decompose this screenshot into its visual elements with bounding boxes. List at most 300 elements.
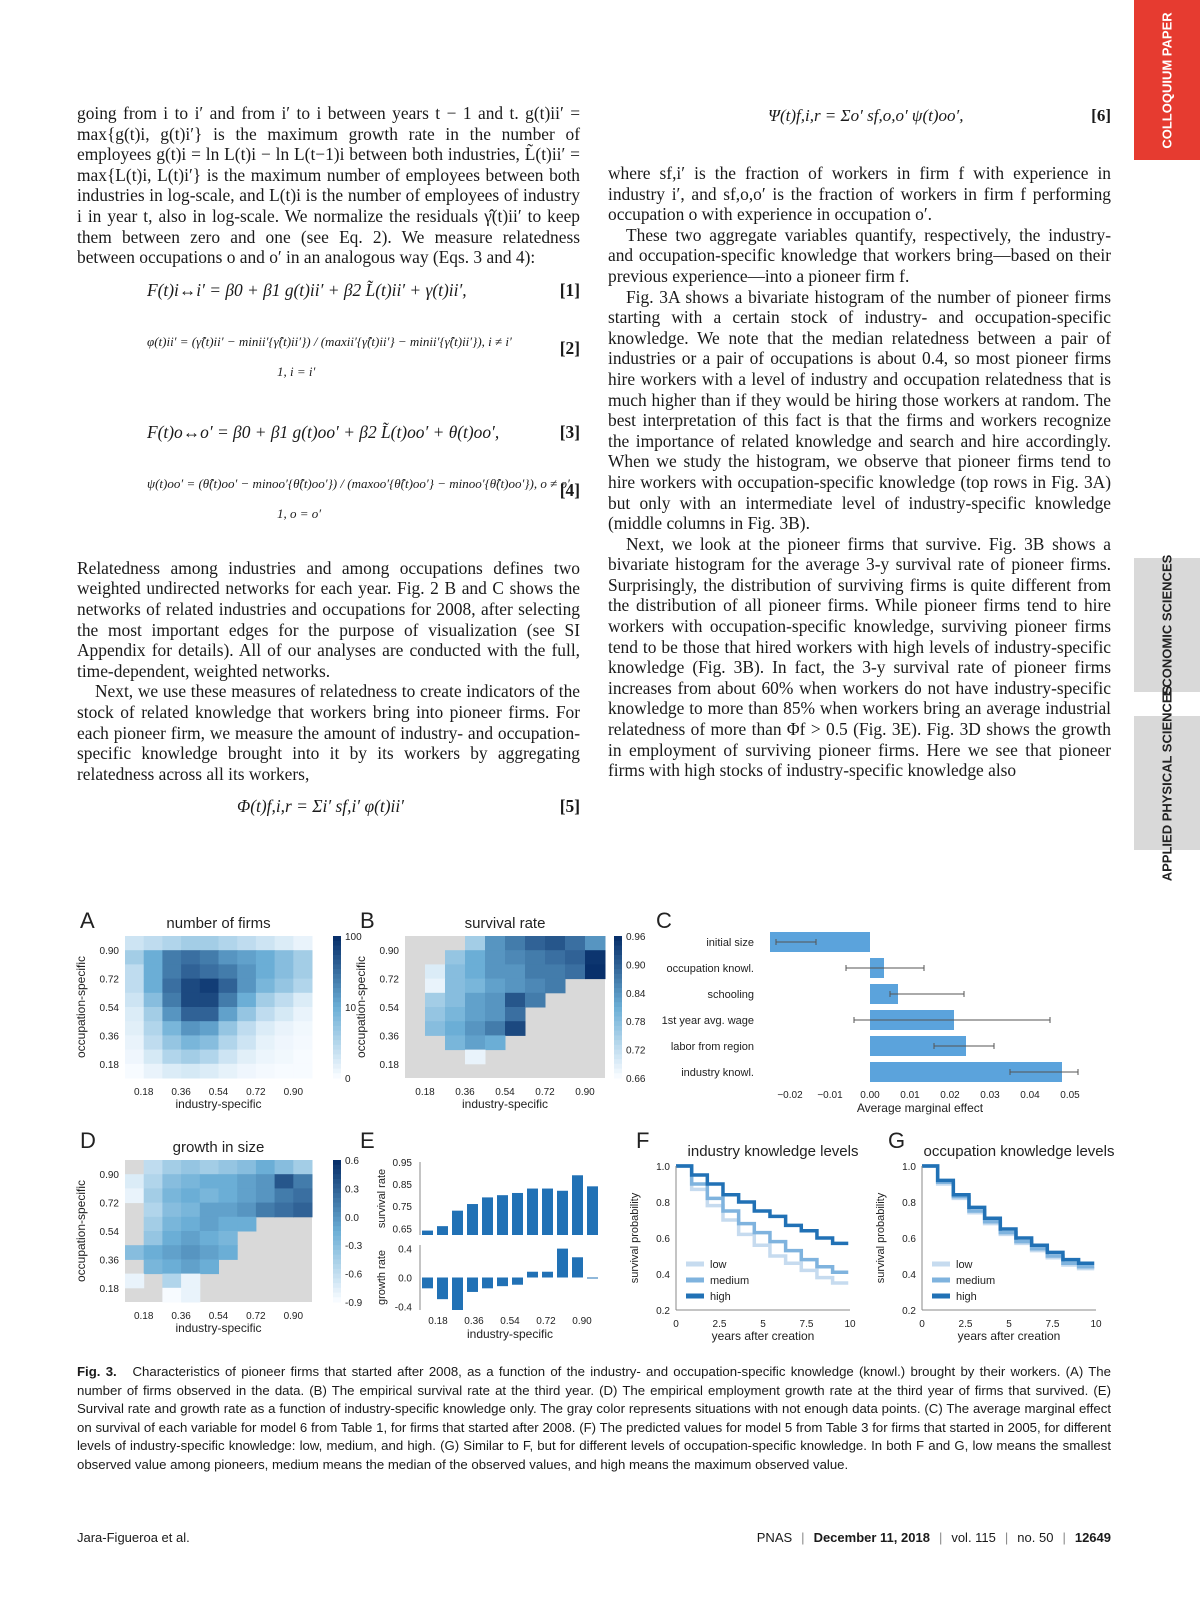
- panel-e-survival-ytick: 0.65: [392, 1224, 412, 1236]
- heatmap-d-cell: [181, 1259, 200, 1274]
- heatmap-a-cell: [275, 1021, 294, 1036]
- heatmap-a-cell: [181, 993, 200, 1008]
- panel-d-ytick: 0.90: [99, 1170, 119, 1182]
- heatmap-b-cell: [445, 1007, 466, 1022]
- panel-d-xtick: 0.90: [283, 1311, 304, 1322]
- heatmap-a-cell: [144, 979, 163, 994]
- left-text-column: [77, 103, 580, 832]
- heatmap-a-cell: [162, 950, 181, 965]
- heatmap-b-cell: [465, 979, 486, 994]
- legend-g-label: medium: [956, 1275, 996, 1287]
- heatmap-d-cell: [200, 1231, 219, 1246]
- colorbar-d-step: [333, 1179, 341, 1184]
- panel-e-xtick: 0.36: [464, 1316, 484, 1327]
- colorbar-d-step: [333, 1278, 341, 1283]
- colloquium-paper-label: COLLOQUIUM PAPER: [1159, 11, 1175, 149]
- economic-sciences-label: ECONOMIC SCIENCES: [1159, 554, 1175, 696]
- bar-label-c-2: schooling: [707, 989, 754, 1001]
- bar-e-growth: [527, 1272, 538, 1278]
- heatmap-b-background: [405, 936, 605, 1078]
- heatmap-d-cell: [200, 1174, 219, 1189]
- heatmap-a-cell: [144, 1021, 163, 1036]
- heatmap-a-cell: [200, 993, 219, 1008]
- colorbar-b-step: [614, 1026, 622, 1031]
- colorbar-a-step: [333, 1035, 341, 1040]
- panel-b-ylabel: occupation-specific: [354, 955, 368, 1059]
- heatmap-d-cell: [162, 1174, 181, 1189]
- colorbar-b-step: [614, 974, 622, 979]
- colorbar-d-tick: -0.9: [345, 1298, 363, 1309]
- heatmap-a-cell: [162, 1007, 181, 1022]
- heatmap-d-cell: [181, 1160, 200, 1175]
- heatmap-a-cell: [144, 1035, 163, 1050]
- heatmap-d-cell: [181, 1274, 200, 1289]
- colorbar-d-step: [333, 1259, 341, 1264]
- heatmap-b-cell: [465, 1050, 486, 1065]
- bar-e-growth: [587, 1278, 598, 1279]
- heatmap-b-cell: [525, 950, 546, 965]
- heatmap-d-cell: [237, 1217, 256, 1232]
- panel-a-ylabel: occupation-specific: [74, 955, 88, 1059]
- colorbar-a-step: [333, 945, 341, 950]
- heatmap-a-cell: [293, 1035, 312, 1050]
- colorbar-b-step: [614, 1021, 622, 1026]
- panel-d-xtick: 0.54: [208, 1311, 229, 1322]
- equation-2: [77, 332, 580, 410]
- heatmap-d-cell: [181, 1203, 200, 1218]
- heatmap-d-cell: [144, 1245, 163, 1260]
- heatmap-a-cell: [219, 936, 238, 951]
- bar-e-growth: [542, 1272, 553, 1278]
- colorbar-d-step: [333, 1250, 341, 1255]
- panel-d-ytick: 0.72: [99, 1198, 119, 1210]
- heatmap-d-cell: [275, 1160, 294, 1175]
- heatmap-a-cell: [275, 1035, 294, 1050]
- heatmap-d-cell: [237, 1203, 256, 1218]
- colorbar-b-step: [614, 1054, 622, 1059]
- heatmap-a-cell: [125, 979, 144, 994]
- bar-e-survival: [497, 1195, 508, 1235]
- heatmap-b-cell: [425, 979, 446, 994]
- panel-g-title: occupation knowledge levels: [923, 1143, 1115, 1160]
- heatmap-b-cell: [545, 964, 566, 979]
- panel-a-ytick: 0.18: [99, 1059, 119, 1071]
- heatmap-b-cell: [505, 1021, 526, 1036]
- panel-g-xtick: 0: [919, 1319, 925, 1330]
- colorbar-a-step: [333, 1064, 341, 1069]
- equation-3-body: F(t)o↔o′ = β0 + β1 g(t)oo′ + β2 L̃(t)oo′ + θ(t)oo′,: [147, 421, 500, 442]
- panel-f-xtick: 2.5: [712, 1319, 727, 1330]
- colorbar-b-step: [614, 950, 622, 955]
- heatmap-d-background: [125, 1160, 312, 1302]
- colorbar-d-step: [333, 1288, 341, 1293]
- colorbar-d-step: [333, 1269, 341, 1274]
- colorbar-a-step: [333, 1031, 341, 1036]
- heatmap-a-cell: [200, 979, 219, 994]
- panel-a-ytick: 0.54: [99, 1003, 119, 1014]
- heatmap-a-cell: [256, 936, 275, 951]
- colorbar-a-step: [333, 964, 341, 969]
- bar-e-growth: [452, 1278, 463, 1311]
- colorbar-b-step: [614, 1016, 622, 1021]
- heatmap-a-cell: [219, 993, 238, 1008]
- heatmap-a-cell: [219, 964, 238, 979]
- heatmap-d-cell: [125, 1188, 144, 1203]
- heatmap-a-cell: [125, 1050, 144, 1065]
- heatmap-b-cell: [425, 964, 446, 979]
- panel-b-ytick: 0.54: [379, 1003, 399, 1014]
- right-paragraph-1: where sf,i′ is the fraction of workers in firm f with experience in industry i′, and sf,o,o′ is the fraction of workers in firm f performing occupation o with experience in occupation o′.: [608, 163, 1111, 225]
- colorbar-d-step: [333, 1236, 341, 1241]
- heatmap-a-cell: [256, 950, 275, 965]
- panel-f-xtick: 10: [844, 1319, 856, 1330]
- colorbar-d-tick: 0.0: [345, 1212, 359, 1224]
- heatmap-a-cell: [181, 1007, 200, 1022]
- panel-b-title: survival rate: [464, 915, 546, 932]
- panel-d-title: growth in size: [172, 1139, 265, 1156]
- heatmap-b-cell: [485, 964, 506, 979]
- heatmap-d-cell: [219, 1245, 238, 1260]
- heatmap-d-cell: [275, 1203, 294, 1218]
- colorbar-b-step: [614, 1073, 622, 1078]
- colorbar-a-step: [333, 1002, 341, 1007]
- heatmap-b-cell: [485, 1035, 506, 1050]
- applied-physical-sciences-tab: [1134, 685, 1200, 881]
- colorbar-b-step: [614, 1059, 622, 1064]
- bar-c-2: [870, 984, 898, 1004]
- equation-2-bottom: 1, i = i′: [277, 363, 316, 379]
- panel-b-xtick: 0.90: [575, 1087, 595, 1098]
- heatmap-d-cell: [275, 1174, 294, 1189]
- colorbar-b-step: [614, 1002, 622, 1007]
- heatmap-a-cell: [125, 950, 144, 965]
- panel-e-survival-ytick: 0.95: [392, 1158, 412, 1169]
- panel-g-ytick: 0.8: [902, 1198, 916, 1209]
- heatmap-d-cell: [200, 1259, 219, 1274]
- bar-e-survival: [422, 1231, 433, 1235]
- legend-f-label: medium: [710, 1275, 750, 1287]
- heatmap-a-cell: [293, 1050, 312, 1065]
- heatmap-a-cell: [293, 964, 312, 979]
- heatmap-d-cell: [200, 1217, 219, 1232]
- heatmap-a-cell: [162, 1050, 181, 1065]
- colorbar-b-step: [614, 998, 622, 1003]
- panel-c-xtick: −0.02: [777, 1090, 803, 1101]
- panel-g-xtick: 7.5: [1045, 1319, 1060, 1330]
- colorbar-b-tick: 0.90: [626, 960, 646, 972]
- heatmap-a-cell: [293, 1007, 312, 1022]
- colorbar-d-tick: 0.6: [345, 1156, 359, 1167]
- panel-e-xtick: 0.18: [428, 1316, 448, 1327]
- heatmap-a-cell: [162, 1064, 181, 1079]
- colorbar-d-step: [333, 1222, 341, 1227]
- heatmap-a-cell: [144, 1007, 163, 1022]
- panel-d-ytick: 0.36: [99, 1255, 119, 1267]
- heatmap-a-cell: [237, 1050, 256, 1065]
- colorbar-d-tick: -0.6: [345, 1269, 363, 1281]
- equation-6: [608, 100, 1111, 150]
- heatmap-a-cell: [181, 950, 200, 965]
- panel-f-title: industry knowledge levels: [687, 1143, 859, 1160]
- heatmap-d-cell: [181, 1231, 200, 1246]
- heatmap-b-cell: [465, 1021, 486, 1036]
- panel-e-growth-ylabel: growth rate: [376, 1249, 388, 1306]
- heatmap-d-cell: [219, 1188, 238, 1203]
- bar-e-growth: [422, 1278, 433, 1289]
- colorbar-d-step: [333, 1198, 341, 1203]
- panel-letter-e: E: [360, 1128, 375, 1153]
- heatmap-a-cell: [125, 1021, 144, 1036]
- colorbar-a-step: [333, 936, 341, 941]
- colorbar-d-step: [333, 1226, 341, 1231]
- panel-f-xtick: 7.5: [799, 1319, 814, 1330]
- colorbar-a-step: [333, 979, 341, 984]
- colorbar-d-step: [333, 1264, 341, 1269]
- heatmap-a-cell: [125, 936, 144, 951]
- heatmap-a-cell: [293, 993, 312, 1008]
- heatmap-b-cell: [505, 950, 526, 965]
- heatmap-a-cell: [144, 936, 163, 951]
- heatmap-b-cell: [525, 993, 546, 1008]
- heatmap-d-cell: [293, 1160, 312, 1175]
- heatmap-d-cell: [237, 1188, 256, 1203]
- panel-a-xlabel: industry-specific: [175, 1097, 262, 1111]
- left-paragraph-1: going from i to i′ and from i′ to i between years t − 1 and t. g(t)ii′ = max{g(t)i, g(t)i′} is the maximum growth rate in the number of employees g(t)i = ln L(t)i − ln L(t−1)i between both industries, L̃(t)ii′ = max{L(t)i, L(t)i′} is the maximum number of employees between both industries in log-scale, and L(t)i is the number of employees of industry i in year t, also in log-scale. We normalize the residuals γ̂(t)ii′ to keep them between zero and one (see Eq. 2). We measure relatedness between occupations o and o′ in an analogous way (Eqs. 3 and 4):: [77, 103, 580, 268]
- heatmap-d-cell: [144, 1231, 163, 1246]
- colorbar-a-step: [333, 993, 341, 998]
- bar-e-survival: [467, 1204, 478, 1235]
- heatmap-d-cell: [256, 1174, 275, 1189]
- heatmap-a-cell: [256, 1064, 275, 1079]
- heatmap-b-cell: [505, 1007, 526, 1022]
- heatmap-a-cell: [275, 979, 294, 994]
- panel-g-ytick: 0.2: [902, 1306, 916, 1317]
- heatmap-d-cell: [144, 1259, 163, 1274]
- legend-g-label: low: [956, 1259, 973, 1271]
- panel-c-xtick: 0.03: [980, 1090, 1000, 1101]
- heatmap-d-cell: [125, 1274, 144, 1289]
- panel-b-xlabel: industry-specific: [461, 1097, 549, 1111]
- heatmap-b-cell: [445, 950, 466, 965]
- panel-e-survival-ylabel: survival rate: [376, 1168, 388, 1229]
- heatmap-a-cell: [256, 1007, 275, 1022]
- colorbar-d-step: [333, 1160, 341, 1165]
- colorbar-b-step: [614, 1069, 622, 1074]
- colorbar-b-step: [614, 1035, 622, 1040]
- heatmap-a-cell: [275, 1064, 294, 1079]
- heatmap-b-cell: [465, 993, 486, 1008]
- heatmap-a-cell: [162, 936, 181, 951]
- bar-e-survival: [452, 1211, 463, 1235]
- heatmap-a-cell: [219, 1035, 238, 1050]
- heatmap-d-cell: [162, 1274, 181, 1289]
- panel-letter-c: C: [656, 908, 672, 933]
- colorbar-b-step: [614, 1007, 622, 1012]
- right-paragraph-3: Fig. 3A shows a bivariate histogram of the number of pioneer firms starting with a certain stock of industry- and occupation-specific knowledge. We note that the median relatedness between a pair of industries or a pair of occupations is about 0.4, so most pioneer firms hire workers with a level of industry and occupation relatedness that is much higher than if they would be hiring those workers at random. The best interpretation of this fact is that the firms and workers recognize the importance of related knowledge and search and hire accordingly. When we study the histogram, we observe that pioneer firms tend to hire workers with occupation-specific knowledge (top rows in Fig. 3A) but only with an intermediate level of industry-specific knowledge (middle columns in Fig. 3B).: [608, 286, 1111, 534]
- equation-4-bottom: 1, o = o′: [277, 505, 322, 521]
- colorbar-d-tick: 0.3: [345, 1184, 359, 1196]
- colorbar-b-step: [614, 1064, 622, 1069]
- panel-d-xtick: 0.36: [171, 1311, 191, 1322]
- colorbar-b-step: [614, 964, 622, 969]
- colorbar-a-tick: 10: [345, 1003, 357, 1014]
- colorbar-a-step: [333, 1012, 341, 1017]
- equation-1-number: [1]: [559, 279, 580, 300]
- heatmap-d-cell: [256, 1188, 275, 1203]
- heatmap-d-cell: [219, 1231, 238, 1246]
- panel-e-growth-ytick: 0.0: [398, 1273, 412, 1285]
- panel-c-xlabel: Average marginal effect: [856, 1101, 984, 1115]
- colorbar-a-step: [333, 983, 341, 988]
- heatmap-b-cell: [565, 950, 586, 965]
- panel-e-survival-ytick: 0.75: [392, 1202, 412, 1214]
- colorbar-d-tick: -0.3: [345, 1241, 363, 1253]
- heatmap-a-cell: [162, 993, 181, 1008]
- panel-a-title: number of firms: [166, 915, 271, 932]
- heatmap-d-cell: [181, 1245, 200, 1260]
- heatmap-d-cell: [181, 1188, 200, 1203]
- heatmap-a-cell: [125, 1007, 144, 1022]
- heatmap-b-cell: [505, 964, 526, 979]
- heatmap-a-cell: [256, 993, 275, 1008]
- equation-4-top: ψ(t)oo′ = (θ̂(t)oo′ − minoo′{θ̂(t)oo′}) / (maxoo′{θ̂(t)oo′} − minoo′{θ̂(t)oo′}), o ≠ o′: [147, 475, 570, 491]
- heatmap-d-cell: [200, 1203, 219, 1218]
- bar-e-growth: [512, 1278, 523, 1285]
- colorbar-a-step: [333, 1007, 341, 1012]
- colorbar-a-tick: 0: [345, 1074, 351, 1085]
- equation-5-number: [5]: [559, 796, 580, 817]
- heatmap-a-cell: [125, 1064, 144, 1079]
- heatmap-a-cell: [162, 964, 181, 979]
- panel-g-xtick: 10: [1090, 1319, 1102, 1330]
- colorbar-a-step: [333, 955, 341, 960]
- heatmap-b-cell: [525, 936, 546, 951]
- heatmap-a-cell: [237, 936, 256, 951]
- panel-b-ytick: 0.72: [379, 974, 399, 986]
- panel-f-ylabel: survival probability: [629, 1192, 641, 1284]
- heatmap-d-cell: [162, 1217, 181, 1232]
- panel-b-ytick: 0.90: [379, 946, 399, 958]
- heatmap-a-cell: [181, 936, 200, 951]
- panel-b-xtick: 0.36: [455, 1087, 475, 1098]
- panel-b-xtick: 0.72: [535, 1087, 555, 1098]
- heatmap-b-cell: [465, 1007, 486, 1022]
- panel-f-xlabel: years after creation: [711, 1329, 815, 1343]
- heatmap-a-cell: [293, 1021, 312, 1036]
- panel-letter-d: D: [80, 1128, 96, 1153]
- colorbar-b-step: [614, 960, 622, 965]
- heatmap-d-cell: [144, 1160, 163, 1175]
- heatmap-b-cell: [485, 950, 506, 965]
- heatmap-d-cell: [125, 1174, 144, 1189]
- heatmap-a-cell: [256, 1035, 275, 1050]
- heatmap-a-cell: [200, 1050, 219, 1065]
- heatmap-b-cell: [485, 979, 506, 994]
- colorbar-b-step: [614, 1045, 622, 1050]
- bar-e-survival: [572, 1175, 583, 1235]
- heatmap-b-cell: [485, 1021, 506, 1036]
- heatmap-a-cell: [237, 1007, 256, 1022]
- heatmap-b-cell: [525, 979, 546, 994]
- heatmap-a-cell: [237, 993, 256, 1008]
- bar-c-4: [870, 1036, 966, 1056]
- colorbar-d-step: [333, 1245, 341, 1250]
- heatmap-a-cell: [275, 950, 294, 965]
- panel-f-ytick: 0.4: [656, 1270, 670, 1281]
- colorbar-b-step: [614, 983, 622, 988]
- heatmap-a-cell: [181, 1064, 200, 1079]
- colorbar-a-step: [333, 1021, 341, 1026]
- panel-c-xtick: 0.00: [860, 1090, 880, 1101]
- heatmap-d-cell: [256, 1203, 275, 1218]
- line-g-high: [922, 1166, 1094, 1263]
- heatmap-a-cell: [275, 993, 294, 1008]
- colorbar-b-step: [614, 979, 622, 984]
- bar-c-1: [870, 958, 884, 978]
- heatmap-d-cell: [162, 1245, 181, 1260]
- heatmap-b-cell: [545, 950, 566, 965]
- equation-1: [77, 274, 580, 326]
- heatmap-a-cell: [219, 1007, 238, 1022]
- heatmap-a-cell: [237, 1035, 256, 1050]
- panel-e-xtick: 0.54: [500, 1316, 520, 1327]
- heatmap-d-cell: [162, 1231, 181, 1246]
- heatmap-d-cell: [219, 1203, 238, 1218]
- panel-a-ytick: 0.90: [99, 946, 119, 958]
- heatmap-a-cell: [181, 979, 200, 994]
- heatmap-b-cell: [505, 936, 526, 951]
- heatmap-a-cell: [200, 1064, 219, 1079]
- heatmap-d-cell: [162, 1160, 181, 1175]
- heatmap-a-cell: [293, 950, 312, 965]
- heatmap-d-cell: [181, 1174, 200, 1189]
- bar-label-c-5: industry knowl.: [681, 1067, 754, 1079]
- colorbar-a-step: [333, 988, 341, 993]
- panel-a-xtick: 0.54: [208, 1087, 229, 1098]
- colorbar-b-step: [614, 955, 622, 960]
- panel-f-xtick: 5: [760, 1319, 766, 1330]
- colorbar-b-step: [614, 993, 622, 998]
- panel-g-ylabel: survival probability: [875, 1192, 887, 1284]
- panel-b-ytick: 0.18: [379, 1059, 399, 1071]
- footer-journal: PNAS: [756, 1530, 793, 1545]
- heatmap-d-cell: [293, 1188, 312, 1203]
- colorbar-b-step: [614, 1040, 622, 1045]
- heatmap-b-cell: [425, 1021, 446, 1036]
- panel-g-xtick: 5: [1006, 1319, 1012, 1330]
- colorbar-b-tick: 0.72: [626, 1045, 646, 1057]
- bar-c-5: [870, 1062, 1062, 1082]
- bar-c-0: [770, 932, 870, 952]
- equation-3: [77, 416, 580, 468]
- heatmap-b-cell: [505, 979, 526, 994]
- heatmap-d-cell: [162, 1188, 181, 1203]
- colloquium-paper-tab: [1134, 0, 1200, 160]
- heatmap-d-cell: [256, 1160, 275, 1175]
- heatmap-a-cell: [256, 964, 275, 979]
- bar-e-survival: [512, 1193, 523, 1235]
- heatmap-a-cell: [162, 1035, 181, 1050]
- equation-4: [77, 474, 580, 552]
- heatmap-a-cell: [162, 1021, 181, 1036]
- applied-physical-sciences-label: APPLIED PHYSICAL SCIENCES: [1159, 685, 1175, 881]
- heatmap-a-cell: [237, 1064, 256, 1079]
- colorbar-d-step: [333, 1212, 341, 1217]
- colorbar-d-step: [333, 1297, 341, 1302]
- equation-3-number: [3]: [559, 421, 580, 442]
- panel-e-survival-ytick: 0.85: [392, 1180, 412, 1192]
- heatmap-a-cell: [219, 1021, 238, 1036]
